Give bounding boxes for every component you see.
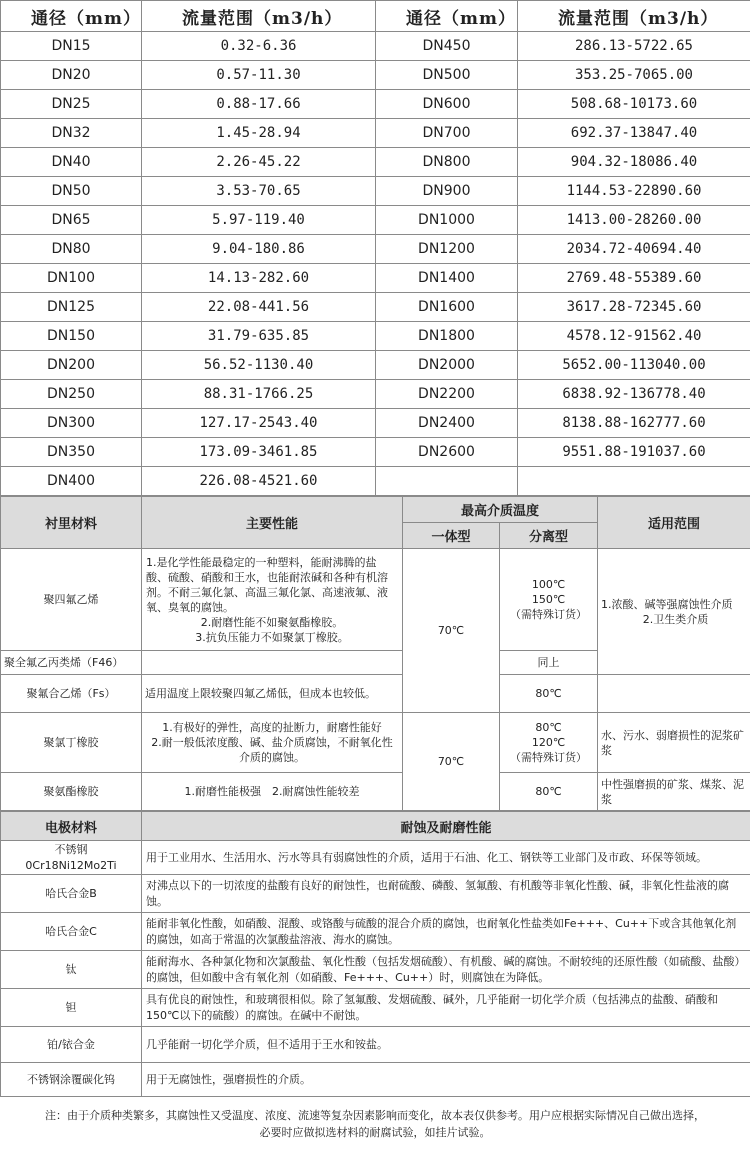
electrode-description-cell: 用于无腐蚀性，强磨损性的介质。: [142, 1063, 750, 1097]
header-application-scope: 适用范围: [598, 497, 750, 549]
diameter-cell: DN250: [1, 380, 142, 409]
flow-range-cell: 0.88-17.66: [142, 90, 376, 119]
table-row: [1, 989, 750, 1027]
neoprene-perf-2: 2.耐一般低浓度酸、碱、盐介质腐蚀，不耐氧化性介质的腐蚀。: [151, 736, 393, 764]
flow-range-cell: 9.04-180.86: [142, 235, 376, 264]
scope-polyurethane: 中性强磨损的矿浆、煤浆、泥浆: [598, 773, 750, 811]
flow-range-cell: 1144.53-22890.60: [518, 177, 750, 206]
table-row: [1, 148, 750, 177]
diameter-cell: DN25: [1, 90, 142, 119]
ptfe-scope-2: 2.卫生类介质: [642, 612, 709, 626]
flow-range-cell: 6838.92-136778.40: [518, 380, 750, 409]
ptfe-perf-3: 3.抗负压能力不如聚氯丁橡胶。: [195, 630, 349, 644]
table-row: [1, 1027, 750, 1063]
flow-range-cell: [518, 467, 750, 496]
ptfe-perf-1: 1.是化学性能最稳定的一种塑料，能耐沸腾的盐酸、硫酸、硝酸和王水，也能耐浓碱和各种有机溶剂。不耐三氟化氯、高温三氟化氯、高速液氟、液氧、臭氧的腐蚀。: [146, 555, 388, 614]
header-corrosion-wear: 耐蚀及耐磨性能: [142, 812, 750, 841]
header-main-performance: 主要性能: [142, 497, 403, 549]
neoprene-sep-2: 120℃: [531, 736, 566, 749]
diameter-cell: DN1800: [376, 322, 518, 351]
flow-range-cell: 904.32-18086.40: [518, 148, 750, 177]
material-f46: 聚全氟乙丙类烯（F46）: [1, 651, 142, 675]
electrode-material-cell: [1, 951, 142, 989]
diameter-cell: DN40: [1, 148, 142, 177]
diameter-cell: DN700: [376, 119, 518, 148]
flow-range-cell: 22.08-441.56: [142, 293, 376, 322]
electrode-material-cell: [1, 913, 142, 951]
flow-range-cell: 226.08-4521.60: [142, 467, 376, 496]
flow-range-cell: 692.37-13847.40: [518, 119, 750, 148]
lining-row-ptfe: [1, 549, 750, 651]
diameter-cell: DN400: [1, 467, 142, 496]
flow-range-cell: 286.13-5722.65: [518, 32, 750, 61]
footnote: [0, 1097, 750, 1141]
flow-range-cell: 173.09-3461.85: [142, 438, 376, 467]
material-neoprene: 聚氯丁橡胶: [1, 713, 142, 773]
electrode-material-cell: [1, 875, 142, 913]
diameter-cell: DN100: [1, 264, 142, 293]
diameter-cell: DN450: [376, 32, 518, 61]
diameter-cell: DN150: [1, 322, 142, 351]
diameter-cell: DN80: [1, 235, 142, 264]
diameter-cell: DN1000: [376, 206, 518, 235]
header-electrode-material: 电极材料: [1, 812, 142, 841]
electrode-material-table: [0, 811, 750, 1097]
diameter-cell: DN15: [1, 32, 142, 61]
flow-range-cell: 0.32-6.36: [142, 32, 376, 61]
lining-row-fs: [1, 675, 750, 713]
diameter-cell: DN50: [1, 177, 142, 206]
diameter-cell: DN1400: [376, 264, 518, 293]
lining-row-polyurethane: [1, 773, 750, 811]
performance-neoprene: [142, 713, 403, 773]
table-row: [1, 322, 750, 351]
electrode-name: 不锈钢: [54, 842, 88, 856]
table-row: [1, 351, 750, 380]
electrode-table-body: [1, 841, 750, 1097]
separate-temp-f46: 同上: [500, 651, 598, 675]
electrode-material-cell: [1, 841, 142, 875]
diameter-cell: DN350: [1, 438, 142, 467]
header-diameter-left: 通径（mm）: [1, 1, 142, 32]
electrode-description-cell: 能耐海水、各种氯化物和次氯酸盐、氧化性酸（包括发烟硫酸）、有机酸、碱的腐蚀。不耐较纯的还原性酸（如硫酸、盐酸）的腐蚀，但如酸中含有氧化剂（如硝酸、Fe+++、Cu++）时，则腐蚀在为降低。: [142, 951, 750, 989]
flow-range-cell: 56.52-1130.40: [142, 351, 376, 380]
electrode-name: 不锈钢涂覆碳化钨: [27, 1072, 115, 1086]
flow-range-cell: 2769.48-55389.60: [518, 264, 750, 293]
flow-range-cell: 2.26-45.22: [142, 148, 376, 177]
flow-range-cell: 88.31-1766.25: [142, 380, 376, 409]
ptfe-perf-2: 2.耐磨性能不如聚氨酯橡胶。: [200, 615, 344, 629]
electrode-name: 铂/铱合金: [47, 1037, 95, 1051]
electrode-material-cell: [1, 1063, 142, 1097]
header-separate-type: 分离型: [500, 523, 598, 549]
table-row: [1, 206, 750, 235]
table-row: [1, 841, 750, 875]
electrode-description-cell: 对沸点以下的一切浓度的盐酸有良好的耐蚀性，也耐硫酸、磷酸、氢氟酸、有机酸等非氧化性酸、碱，非氧化性盐液的腐蚀。: [142, 875, 750, 913]
flow-range-cell: 508.68-10173.60: [518, 90, 750, 119]
flow-range-cell: 127.17-2543.40: [142, 409, 376, 438]
table-row: [1, 438, 750, 467]
ptfe-sep-3: （需特殊订货）: [510, 608, 587, 621]
integral-temp-neoprene: 70℃: [403, 713, 500, 811]
flow-range-cell: 8138.88-162777.60: [518, 409, 750, 438]
flow-range-cell: 0.57-11.30: [142, 61, 376, 90]
diameter-cell: DN800: [376, 148, 518, 177]
flow-range-cell: 5652.00-113040.00: [518, 351, 750, 380]
neoprene-sep-1: 80℃: [535, 721, 562, 734]
table-row: [1, 235, 750, 264]
footnote-line-2: 必要时应做拟选材料的耐腐试验，如挂片试验。: [259, 1126, 491, 1139]
flow-range-cell: 14.13-282.60: [142, 264, 376, 293]
header-flow-left: 流量范围（m3/h）: [142, 1, 376, 32]
diameter-cell: DN2600: [376, 438, 518, 467]
flow-range-table: [0, 0, 750, 496]
diameter-cell: DN32: [1, 119, 142, 148]
diameter-cell: DN500: [376, 61, 518, 90]
performance-fs: 适用温度上限较聚四氟乙烯低，但成本也较低。: [142, 675, 403, 713]
header-flow-right: 流量范围（m3/h）: [518, 1, 750, 32]
electrode-description-cell: 能耐非氧化性酸，如硝酸、混酸、或铬酸与硫酸的混合介质的腐蚀，也耐氧化性盐类如Fe+++、Cu++下或含其他氧化剂的腐蚀，如高于常温的次氯酸盐溶液、海水的腐蚀。: [142, 913, 750, 951]
separate-temp-neoprene: [500, 713, 598, 773]
flow-range-cell: 4578.12-91562.40: [518, 322, 750, 351]
electrode-name: 钛: [65, 962, 77, 976]
separate-temp-fs: 80℃: [500, 675, 598, 713]
lining-row-neoprene: [1, 713, 750, 773]
performance-ptfe: [142, 549, 403, 651]
lining-header-row-1: [1, 497, 750, 523]
diameter-cell: DN600: [376, 90, 518, 119]
table-row: [1, 467, 750, 496]
flow-table-body: [1, 32, 750, 496]
ptfe-sep-2: 150℃: [531, 593, 566, 606]
footnote-line-1: 注：由于介质种类繁多，其腐蚀性又受温度、浓度、流速等复杂因素影响而变化，故本表仅供参考。用户应根据实际情况自己做出选择，: [45, 1109, 705, 1122]
diameter-cell: DN65: [1, 206, 142, 235]
flow-range-cell: 3.53-70.65: [142, 177, 376, 206]
flow-range-cell: 9551.88-191037.60: [518, 438, 750, 467]
table-row: [1, 61, 750, 90]
diameter-cell: DN125: [1, 293, 142, 322]
diameter-cell: DN20: [1, 61, 142, 90]
flow-range-cell: 3617.28-72345.60: [518, 293, 750, 322]
performance-polyurethane: 1.耐磨性能极强 2.耐腐蚀性能较差: [142, 773, 403, 811]
integral-temp-ptfe: 70℃: [403, 549, 500, 713]
lining-material-table: [0, 496, 750, 811]
table-row: [1, 1063, 750, 1097]
electrode-grade: 0Cr18Ni12Mo2Ti: [25, 858, 117, 872]
table-row: [1, 177, 750, 206]
diameter-cell: DN2400: [376, 409, 518, 438]
flow-range-cell: 1413.00-28260.00: [518, 206, 750, 235]
scope-neoprene: 水、污水、弱磨损性的泥浆矿浆: [598, 713, 750, 773]
neoprene-sep-3: （需特殊订货）: [510, 751, 587, 764]
diameter-cell: DN1600: [376, 293, 518, 322]
flow-range-cell: 1.45-28.94: [142, 119, 376, 148]
table-row: [1, 264, 750, 293]
table-row: [1, 119, 750, 148]
header-max-temp: 最高介质温度: [403, 497, 598, 523]
diameter-cell: DN200: [1, 351, 142, 380]
ptfe-scope-1: 1.浓酸、碱等强腐蚀性介质: [601, 597, 733, 611]
neoprene-perf-1: 1.有极好的弹性，高度的扯断力，耐磨性能好: [162, 721, 382, 734]
scope-fs: [598, 675, 750, 713]
electrode-description-cell: 用于工业用水、生活用水、污水等具有弱腐蚀性的介质，适用于石油、化工、钢铁等工业部门及市政、环保等领域。: [142, 841, 750, 875]
flow-range-cell: 31.79-635.85: [142, 322, 376, 351]
ptfe-sep-1: 100℃: [531, 578, 566, 591]
diameter-cell: DN2200: [376, 380, 518, 409]
separate-temp-polyurethane: 80℃: [500, 773, 598, 811]
flow-range-cell: 353.25-7065.00: [518, 61, 750, 90]
electrode-header-row: [1, 812, 750, 841]
material-polyurethane: 聚氨酯橡胶: [1, 773, 142, 811]
electrode-description-cell: 具有优良的耐蚀性，和玻璃很相似。除了氢氟酸、发烟硫酸、碱外，几乎能耐一切化学介质（包括沸点的盐酸、硝酸和150℃以下的硫酸）的腐蚀。在碱中不耐蚀。: [142, 989, 750, 1027]
table-row: [1, 875, 750, 913]
flow-range-cell: 5.97-119.40: [142, 206, 376, 235]
electrode-name: 钽: [65, 1000, 77, 1014]
table-row: [1, 293, 750, 322]
material-ptfe: 聚四氟乙烯: [1, 549, 142, 651]
flow-header-row: [1, 1, 750, 32]
flow-range-cell: 2034.72-40694.40: [518, 235, 750, 264]
electrode-name: 哈氏合金B: [45, 886, 97, 900]
table-row: [1, 913, 750, 951]
header-diameter-right: 通径（mm）: [376, 1, 518, 32]
material-fs: 聚氟合乙烯（Fs）: [1, 675, 142, 713]
electrode-description-cell: 几乎能耐一切化学介质，但不适用于王水和铵盐。: [142, 1027, 750, 1063]
scope-ptfe: [598, 549, 750, 675]
diameter-cell: DN2000: [376, 351, 518, 380]
table-row: [1, 380, 750, 409]
diameter-cell: [376, 467, 518, 496]
table-row: [1, 90, 750, 119]
performance-f46: [142, 651, 403, 675]
diameter-cell: DN1200: [376, 235, 518, 264]
electrode-material-cell: [1, 1027, 142, 1063]
electrode-material-cell: [1, 989, 142, 1027]
header-integral-type: 一体型: [403, 523, 500, 549]
diameter-cell: DN300: [1, 409, 142, 438]
separate-temp-ptfe: [500, 549, 598, 651]
table-row: [1, 32, 750, 61]
table-row: [1, 409, 750, 438]
diameter-cell: DN900: [376, 177, 518, 206]
table-row: [1, 951, 750, 989]
electrode-name: 哈氏合金C: [45, 924, 97, 938]
header-lining-material: 衬里材料: [1, 497, 142, 549]
